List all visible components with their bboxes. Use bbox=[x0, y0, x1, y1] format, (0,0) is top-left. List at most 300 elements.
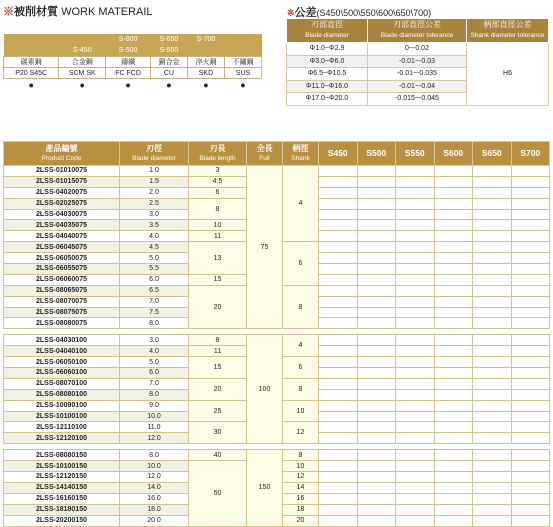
series-cell bbox=[473, 220, 512, 231]
series-cell bbox=[434, 242, 473, 253]
col-s550: S550 bbox=[396, 142, 435, 166]
blade-diameter: 3.5 bbox=[120, 220, 189, 231]
series-cell bbox=[473, 176, 512, 187]
series-cell bbox=[357, 389, 396, 400]
reference-mark: ※ bbox=[3, 6, 14, 18]
blade-length: 3 bbox=[189, 166, 247, 177]
table-row bbox=[4, 335, 550, 346]
product-code: 2LSS-16160150 bbox=[4, 493, 120, 504]
series-cell bbox=[357, 264, 396, 275]
series-cell bbox=[319, 482, 358, 493]
product-code: 2LSS-01010075 bbox=[4, 166, 120, 177]
series-cell bbox=[511, 335, 550, 346]
shank-tolerance-value: H6 bbox=[467, 43, 549, 106]
series-cell bbox=[473, 389, 512, 400]
tolerance-title-cn: 公差 bbox=[294, 7, 317, 19]
product-code: 2LSS-04030100 bbox=[4, 335, 120, 346]
product-code: 2LSS-04020075 bbox=[4, 187, 120, 198]
series-cell bbox=[434, 422, 473, 433]
speed-label: S-500 bbox=[118, 47, 138, 54]
speed-label: S-650 bbox=[159, 36, 179, 43]
blade-length: 13 bbox=[189, 242, 247, 275]
blade-length: 20 bbox=[189, 378, 247, 400]
product-code: 2LSS-06050075 bbox=[4, 253, 120, 264]
series-cell bbox=[357, 515, 396, 526]
shank-diameter: 6 bbox=[283, 242, 319, 286]
col-shank: 柄徑 Shank bbox=[283, 142, 319, 166]
product-header-row bbox=[4, 142, 550, 166]
blade-diameter: 1.5 bbox=[120, 176, 189, 187]
series-cell bbox=[434, 411, 473, 422]
product-code: 2LSS-10100100 bbox=[4, 411, 120, 422]
series-cell bbox=[473, 231, 512, 242]
series-cell bbox=[319, 209, 358, 220]
series-cell bbox=[473, 242, 512, 253]
series-cell bbox=[396, 422, 435, 433]
series-cell bbox=[396, 176, 435, 187]
series-cell bbox=[319, 346, 358, 357]
series-cell bbox=[357, 285, 396, 296]
series-cell bbox=[434, 220, 473, 231]
shank-diameter: 10 bbox=[283, 400, 319, 422]
series-cell bbox=[511, 450, 550, 461]
series-cell bbox=[473, 264, 512, 275]
series-cell bbox=[511, 346, 550, 357]
shank-diameter: 4 bbox=[283, 335, 319, 357]
speed-label: S-550 bbox=[159, 47, 179, 54]
blade-diameter: 5.5 bbox=[120, 264, 189, 275]
product-code: 2LSS-08070100 bbox=[4, 378, 120, 389]
series-cell bbox=[434, 346, 473, 357]
series-cell bbox=[434, 176, 473, 187]
product-code: 2LSS-12120150 bbox=[4, 472, 120, 483]
tolerance-row: Φ3.0~Φ6.0 -0.01~-0.03 bbox=[287, 55, 549, 68]
series-cell bbox=[357, 176, 396, 187]
series-cell bbox=[319, 504, 358, 515]
series-cell bbox=[473, 285, 512, 296]
work-material-table bbox=[3, 34, 262, 91]
series-cell bbox=[357, 357, 396, 368]
series-cell bbox=[473, 400, 512, 411]
series-cell bbox=[434, 450, 473, 461]
series-cell bbox=[396, 296, 435, 307]
speed-label: S-700 bbox=[196, 36, 216, 43]
series-cell bbox=[396, 450, 435, 461]
series-cell bbox=[434, 264, 473, 275]
blade-length: 25 bbox=[189, 400, 247, 422]
material-name: 碳素鋼 bbox=[4, 57, 59, 68]
series-cell bbox=[396, 357, 435, 368]
series-cell bbox=[396, 209, 435, 220]
product-code: 2LSS-06050100 bbox=[4, 357, 120, 368]
series-cell bbox=[396, 335, 435, 346]
blade-length: 20 bbox=[189, 285, 247, 329]
series-cell bbox=[511, 253, 550, 264]
series-cell bbox=[434, 493, 473, 504]
blade-length: 11 bbox=[189, 231, 247, 242]
col-s650: S650 bbox=[473, 142, 512, 166]
series-cell bbox=[511, 209, 550, 220]
series-cell bbox=[473, 493, 512, 504]
product-table bbox=[3, 141, 550, 527]
series-cell bbox=[511, 493, 550, 504]
series-cell bbox=[396, 166, 435, 177]
col-blade-diameter: 刃部直徑 Blade diameter bbox=[287, 19, 368, 43]
shank-diameter: 16 bbox=[283, 493, 319, 504]
series-cell bbox=[434, 400, 473, 411]
series-cell bbox=[357, 318, 396, 329]
product-code: 2LSS-04030075 bbox=[4, 209, 120, 220]
series-cell bbox=[511, 422, 550, 433]
blade-length: 8 bbox=[189, 198, 247, 220]
series-cell bbox=[357, 198, 396, 209]
series-cell bbox=[396, 400, 435, 411]
series-cell bbox=[319, 264, 358, 275]
series-cell bbox=[319, 198, 358, 209]
shank-diameter: 6 bbox=[283, 357, 319, 379]
full-length: 75 bbox=[247, 166, 283, 329]
series-cell bbox=[511, 187, 550, 198]
blade-length: 6 bbox=[189, 187, 247, 198]
series-cell bbox=[511, 231, 550, 242]
series-cell bbox=[473, 346, 512, 357]
material-name: 不鏽鋼 bbox=[224, 57, 261, 68]
series-cell bbox=[434, 433, 473, 444]
tolerance-row: Φ6.5~Φ10.5 -0.01~-0.035 bbox=[287, 68, 549, 81]
blade-diameter: 4.5 bbox=[120, 242, 189, 253]
series-cell bbox=[434, 515, 473, 526]
series-cell bbox=[434, 296, 473, 307]
product-code: 2LSS-08075075 bbox=[4, 307, 120, 318]
blade-diameter: 18.0 bbox=[120, 504, 189, 515]
material-code: FC FCD bbox=[106, 68, 151, 79]
col-blade-length: 刃長 Blade length bbox=[189, 142, 247, 166]
product-code: 2LSS-02025075 bbox=[4, 198, 120, 209]
series-cell bbox=[434, 231, 473, 242]
reference-mark: ※ bbox=[287, 8, 295, 18]
blade-diameter: 6.0 bbox=[120, 368, 189, 379]
blade-length: 4.5 bbox=[189, 176, 247, 187]
series-cell bbox=[396, 482, 435, 493]
series-cell bbox=[357, 187, 396, 198]
series-cell bbox=[511, 482, 550, 493]
series-cell bbox=[511, 400, 550, 411]
product-code: 2LSS-20200150 bbox=[4, 515, 120, 526]
series-cell bbox=[319, 515, 358, 526]
series-cell bbox=[357, 346, 396, 357]
blade-diameter: 7.0 bbox=[120, 296, 189, 307]
series-cell bbox=[511, 318, 550, 329]
series-cell bbox=[434, 368, 473, 379]
blade-length: 15 bbox=[189, 357, 247, 379]
series-cell bbox=[396, 346, 435, 357]
product-code: 2LSS-08080150 bbox=[4, 450, 120, 461]
blade-diameter: 4.0 bbox=[120, 231, 189, 242]
series-cell bbox=[396, 307, 435, 318]
material-code: SUS bbox=[224, 68, 261, 79]
series-cell bbox=[511, 433, 550, 444]
blade-diameter: 3.0 bbox=[120, 335, 189, 346]
product-code: 2LSS-06055075 bbox=[4, 264, 120, 275]
blade-diameter: 6.5 bbox=[120, 285, 189, 296]
series-cell bbox=[396, 389, 435, 400]
series-cell bbox=[319, 378, 358, 389]
material-name: 淬火鋼 bbox=[187, 57, 224, 68]
series-cell bbox=[396, 285, 435, 296]
series-cell bbox=[511, 307, 550, 318]
blade-diameter: 11.0 bbox=[120, 422, 189, 433]
series-cell bbox=[357, 422, 396, 433]
series-cell bbox=[357, 472, 396, 483]
series-cell bbox=[511, 274, 550, 285]
shank-diameter: 4 bbox=[283, 166, 319, 242]
full-length: 100 bbox=[247, 335, 283, 444]
series-cell bbox=[396, 368, 435, 379]
col-s450: S450 bbox=[319, 142, 358, 166]
suitable-dot: ● bbox=[151, 79, 188, 92]
product-code: 2LSS-08080075 bbox=[4, 318, 120, 329]
series-cell bbox=[357, 209, 396, 220]
series-cell bbox=[357, 231, 396, 242]
series-cell bbox=[319, 187, 358, 198]
product-code: 2LSS-04040100 bbox=[4, 346, 120, 357]
product-code: 2LSS-08080100 bbox=[4, 389, 120, 400]
series-cell bbox=[319, 176, 358, 187]
series-cell bbox=[511, 285, 550, 296]
series-cell bbox=[434, 187, 473, 198]
col-s500: S500 bbox=[357, 142, 396, 166]
blade-diameter: 8.0 bbox=[120, 318, 189, 329]
product-code: 2LSS-08065075 bbox=[4, 285, 120, 296]
series-cell bbox=[434, 209, 473, 220]
product-code: 2LSS-04035075 bbox=[4, 220, 120, 231]
blade-diameter: 3.0 bbox=[120, 209, 189, 220]
blade-length: 11 bbox=[189, 346, 247, 357]
series-cell bbox=[434, 482, 473, 493]
shank-diameter: 8 bbox=[283, 450, 319, 461]
series-cell bbox=[319, 253, 358, 264]
suitable-dot: ● bbox=[106, 79, 151, 92]
series-cell bbox=[473, 357, 512, 368]
material-name-row bbox=[4, 57, 262, 68]
shank-diameter: 8 bbox=[283, 285, 319, 329]
series-cell bbox=[473, 504, 512, 515]
blade-length: 10 bbox=[189, 220, 247, 231]
col-blade-tolerance: 刃部直徑公差 Blade diameter tolerance bbox=[368, 19, 467, 43]
series-cell bbox=[396, 378, 435, 389]
series-cell bbox=[319, 274, 358, 285]
series-cell bbox=[357, 433, 396, 444]
material-code: SCM SK bbox=[59, 68, 106, 79]
speed-row-1 bbox=[4, 34, 262, 45]
shank-diameter: 8 bbox=[283, 378, 319, 400]
product-code: 2LSS-04040075 bbox=[4, 231, 120, 242]
blade-diameter: 12.0 bbox=[120, 472, 189, 483]
table-row bbox=[4, 450, 550, 461]
series-cell bbox=[396, 274, 435, 285]
shank-diameter: 12 bbox=[283, 472, 319, 483]
blade-diameter: 1.0 bbox=[120, 166, 189, 177]
blade-diameter: 16.0 bbox=[120, 493, 189, 504]
series-cell bbox=[434, 335, 473, 346]
series-cell bbox=[473, 368, 512, 379]
series-cell bbox=[473, 166, 512, 177]
blade-diameter: 9.0 bbox=[120, 400, 189, 411]
series-cell bbox=[319, 357, 358, 368]
series-cell bbox=[434, 253, 473, 264]
series-cell bbox=[396, 504, 435, 515]
series-cell bbox=[511, 264, 550, 275]
series-cell bbox=[357, 411, 396, 422]
series-cell bbox=[473, 433, 512, 444]
product-code: 2LSS-18180150 bbox=[4, 504, 120, 515]
series-cell bbox=[357, 307, 396, 318]
blade-diameter: 10.0 bbox=[120, 461, 189, 472]
series-cell bbox=[511, 461, 550, 472]
product-code: 2LSS-12110100 bbox=[4, 422, 120, 433]
series-cell bbox=[319, 433, 358, 444]
series-cell bbox=[434, 307, 473, 318]
series-cell bbox=[357, 274, 396, 285]
series-cell bbox=[357, 220, 396, 231]
col-full-length: 全長 Full bbox=[247, 142, 283, 166]
material-code: CU bbox=[151, 68, 188, 79]
series-cell bbox=[511, 166, 550, 177]
series-cell bbox=[319, 231, 358, 242]
col-blade-diameter: 刃徑 Blade diameter bbox=[120, 142, 189, 166]
series-cell bbox=[473, 450, 512, 461]
series-cell bbox=[511, 504, 550, 515]
series-cell bbox=[319, 493, 358, 504]
series-cell bbox=[473, 296, 512, 307]
series-cell bbox=[511, 411, 550, 422]
speed-row-2 bbox=[4, 45, 262, 57]
series-cell bbox=[473, 482, 512, 493]
shank-diameter: 10 bbox=[283, 461, 319, 472]
series-cell bbox=[473, 318, 512, 329]
series-cell bbox=[511, 472, 550, 483]
series-cell bbox=[319, 461, 358, 472]
material-name: 銅合金 bbox=[151, 57, 188, 68]
tolerance-row: Φ11.0~Φ16.0 -0.01~-0.04 bbox=[287, 80, 549, 93]
series-cell bbox=[319, 389, 358, 400]
series-cell bbox=[319, 422, 358, 433]
series-cell bbox=[473, 461, 512, 472]
blade-diameter: 7.0 bbox=[120, 378, 189, 389]
series-cell bbox=[511, 515, 550, 526]
series-cell bbox=[511, 389, 550, 400]
series-cell bbox=[396, 220, 435, 231]
series-cell bbox=[434, 166, 473, 177]
series-cell bbox=[396, 231, 435, 242]
series-cell bbox=[357, 482, 396, 493]
series-cell bbox=[511, 220, 550, 231]
col-shank-tolerance: 柄部直徑公差 Shank diameter tolerance bbox=[467, 19, 549, 43]
series-cell bbox=[319, 296, 358, 307]
series-cell bbox=[511, 378, 550, 389]
blade-diameter: 20.0 bbox=[120, 515, 189, 526]
series-cell bbox=[434, 472, 473, 483]
full-length: 150 bbox=[247, 450, 283, 526]
series-cell bbox=[357, 296, 396, 307]
series-cell bbox=[396, 264, 435, 275]
product-code: 2LSS-10090100 bbox=[4, 400, 120, 411]
product-code: 2LSS-08070075 bbox=[4, 296, 120, 307]
series-cell bbox=[511, 242, 550, 253]
series-cell bbox=[357, 461, 396, 472]
series-cell bbox=[319, 307, 358, 318]
series-cell bbox=[319, 450, 358, 461]
series-cell bbox=[319, 285, 358, 296]
work-material-title-cn: 被削材質 bbox=[14, 6, 58, 18]
series-cell bbox=[473, 378, 512, 389]
series-cell bbox=[434, 274, 473, 285]
blade-diameter: 5.0 bbox=[120, 253, 189, 264]
product-code: 2LSS-06060100 bbox=[4, 368, 120, 379]
series-cell bbox=[434, 318, 473, 329]
col-s700: S700 bbox=[511, 142, 550, 166]
blade-diameter: 8.0 bbox=[120, 389, 189, 400]
product-code: 2LSS-10100150 bbox=[4, 461, 120, 472]
shank-diameter: 14 bbox=[283, 482, 319, 493]
series-cell bbox=[434, 378, 473, 389]
series-cell bbox=[319, 242, 358, 253]
series-cell bbox=[357, 450, 396, 461]
series-cell bbox=[473, 307, 512, 318]
suitable-dot: ● bbox=[4, 79, 59, 92]
shank-diameter: 20 bbox=[283, 515, 319, 526]
blade-length: 40 bbox=[189, 450, 247, 461]
blade-diameter: 2.0 bbox=[120, 187, 189, 198]
series-cell bbox=[434, 198, 473, 209]
blade-diameter: 7.5 bbox=[120, 307, 189, 318]
series-cell bbox=[473, 422, 512, 433]
series-cell bbox=[473, 253, 512, 264]
series-cell bbox=[511, 357, 550, 368]
series-cell bbox=[396, 472, 435, 483]
series-cell bbox=[357, 166, 396, 177]
speed-label: S-600 bbox=[118, 36, 138, 43]
blade-diameter: 6.0 bbox=[120, 274, 189, 285]
material-suitability-row bbox=[4, 79, 262, 92]
suitable-dot: ● bbox=[224, 79, 261, 92]
series-cell bbox=[434, 461, 473, 472]
tolerance-title-series: (S450\500\550\600\650\700) bbox=[316, 8, 432, 18]
shank-diameter: 18 bbox=[283, 504, 319, 515]
series-cell bbox=[319, 318, 358, 329]
series-cell bbox=[357, 493, 396, 504]
series-cell bbox=[396, 198, 435, 209]
col-s600: S600 bbox=[434, 142, 473, 166]
series-cell bbox=[473, 274, 512, 285]
product-code: 2LSS-01015075 bbox=[4, 176, 120, 187]
series-cell bbox=[434, 504, 473, 515]
blade-length: 8 bbox=[189, 335, 247, 346]
series-cell bbox=[511, 296, 550, 307]
shank-diameter: 12 bbox=[283, 422, 319, 444]
material-name: 合金鋼 bbox=[59, 57, 106, 68]
series-cell bbox=[473, 411, 512, 422]
series-cell bbox=[473, 515, 512, 526]
series-cell bbox=[473, 198, 512, 209]
series-cell bbox=[319, 472, 358, 483]
series-cell bbox=[434, 285, 473, 296]
blade-diameter: 2.5 bbox=[120, 198, 189, 209]
blade-length: 30 bbox=[189, 422, 247, 444]
suitable-dot: ● bbox=[187, 79, 224, 92]
series-cell bbox=[319, 335, 358, 346]
series-cell bbox=[319, 368, 358, 379]
